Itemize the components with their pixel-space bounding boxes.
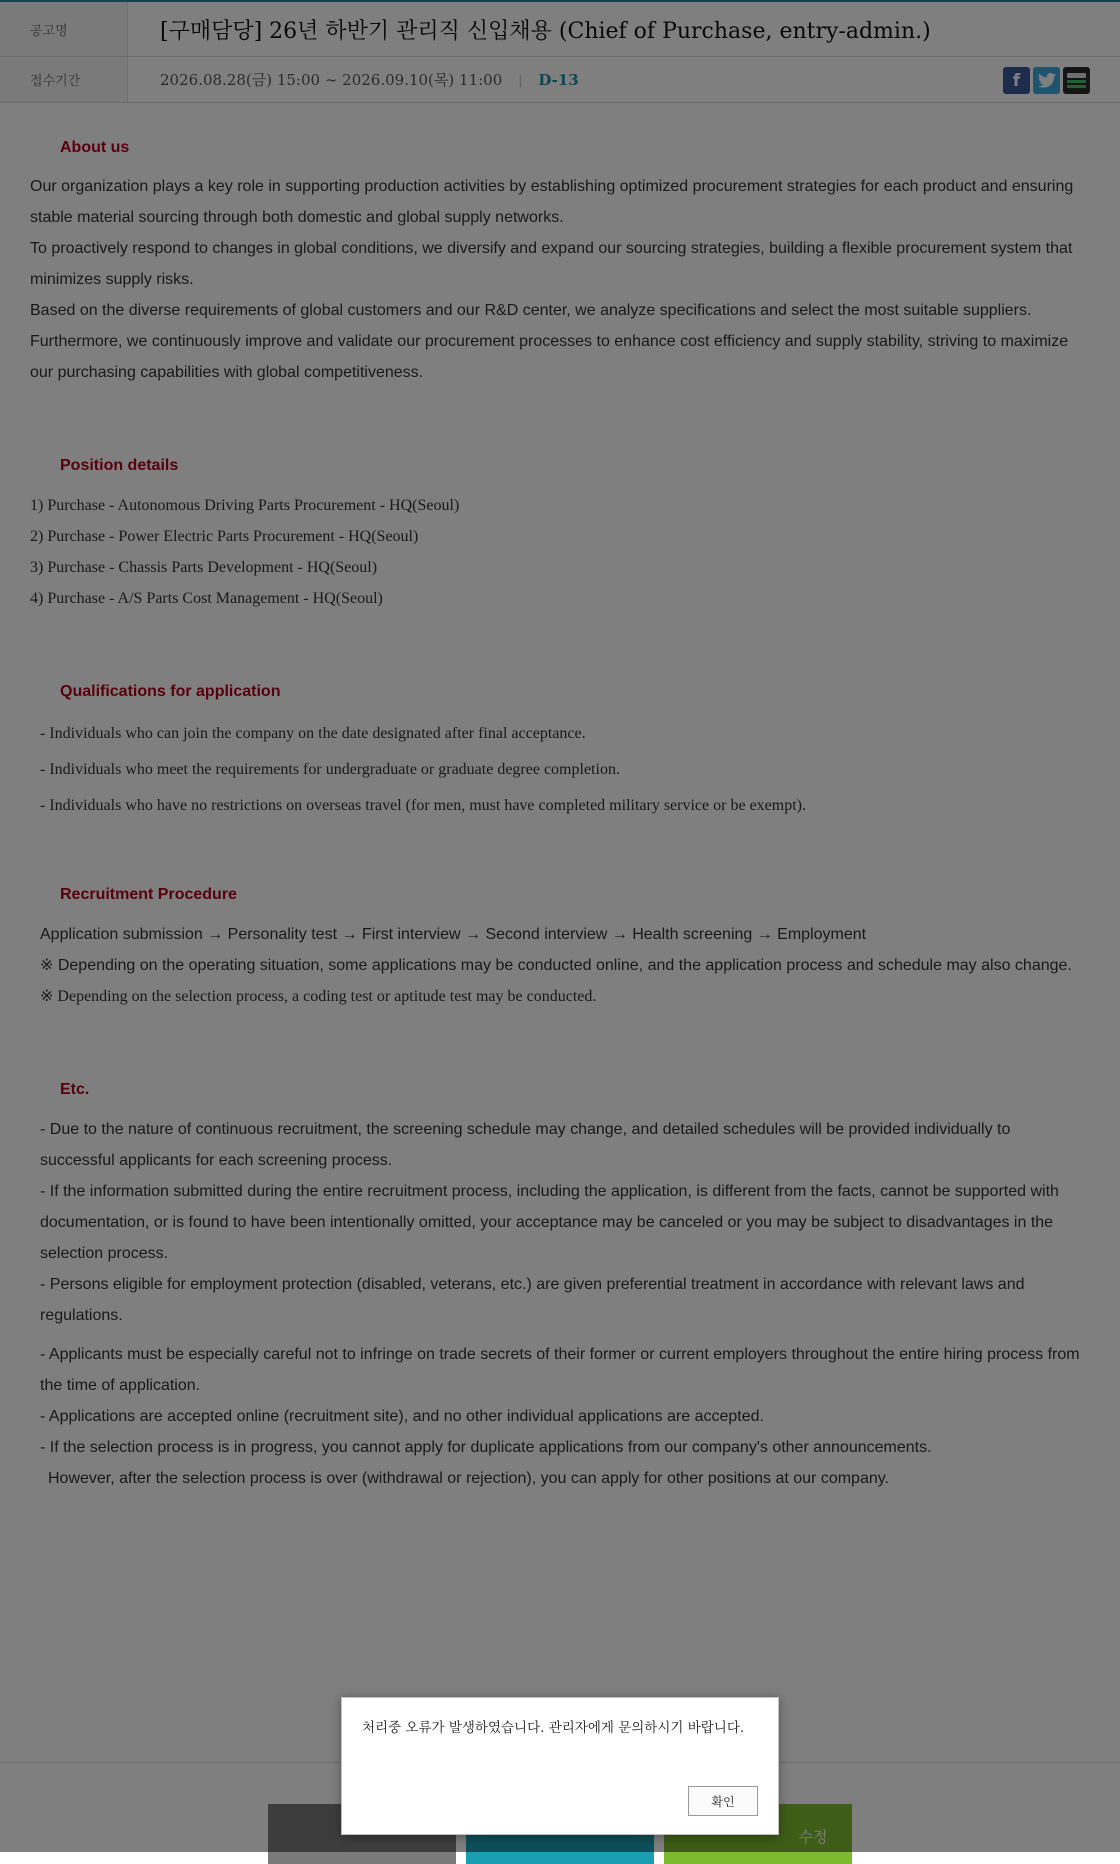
confirm-button[interactable]: 확인 — [688, 1786, 758, 1816]
error-message: 처리중 오류가 발생하였습니다. 관리자에게 문의하시기 바랍니다. — [362, 1720, 745, 1736]
error-dialog — [341, 1697, 779, 1835]
